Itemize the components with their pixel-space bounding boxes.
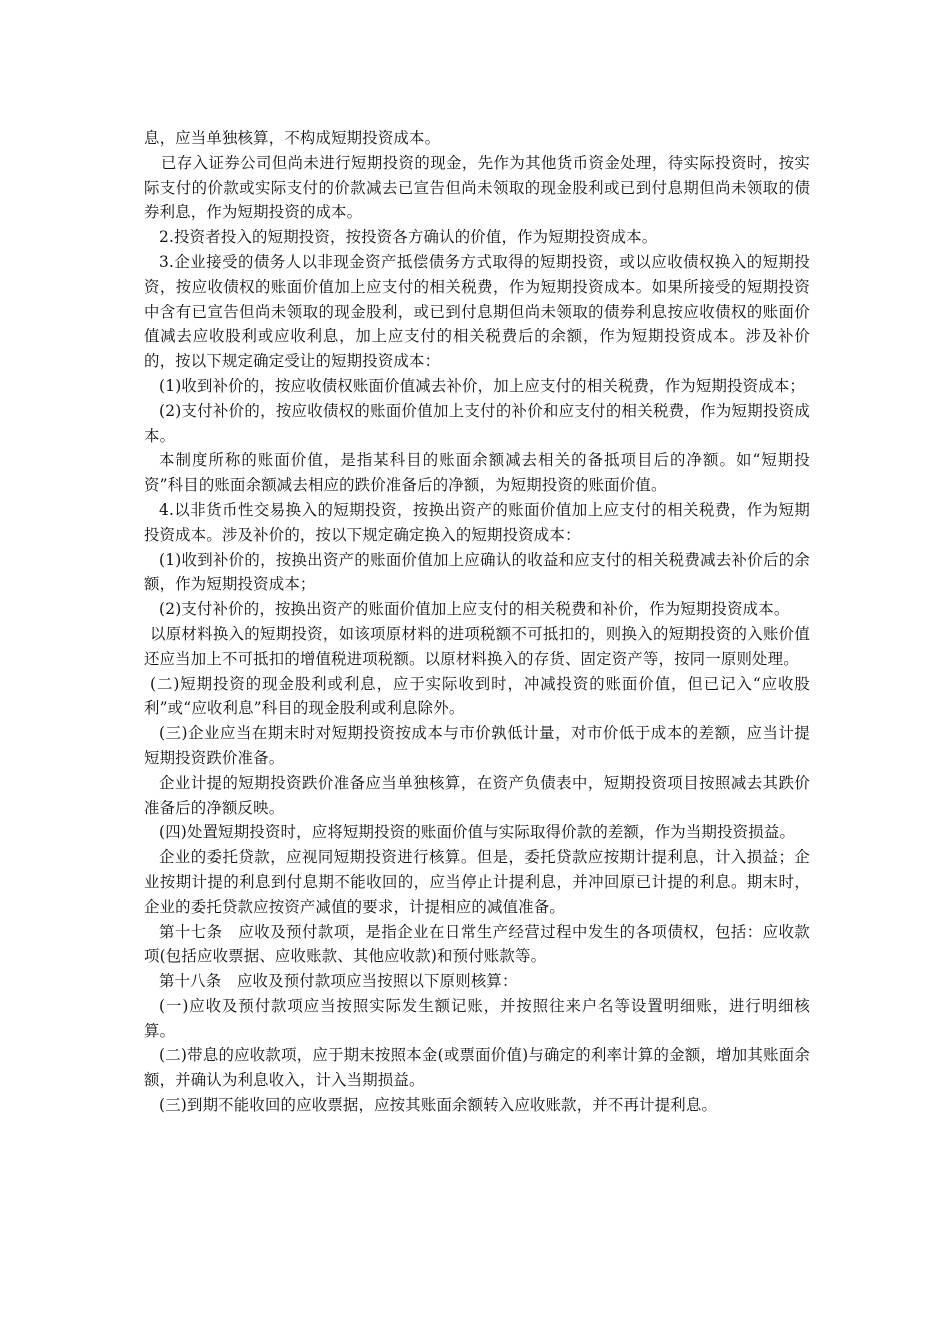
paragraph: 2.投资者投入的短期投资，按投资各方确认的价值，作为短期投资成本。: [159, 228, 658, 247]
paragraph: (1)收到补价的，按应收债权账面价值减去补价，加上应支付的相关税费，作为短期投资成本；: [159, 376, 806, 395]
paragraph: 第十八条 应收及预付款项应当按照以下原则核算：: [159, 972, 518, 991]
paragraph: 已存入证券公司但尚未进行短期投资的现金，先作为其他货币资金处理，待实际投资时，按实际支付的价款或实际支付的价款减去已宣告但尚未领取的现金股利或已到付息期但尚未领取的债券利息，作为短期投资的成本。: [144, 153, 810, 222]
paragraph: (1)收到补价的，按换出资产的账面价值加上应确认的收益和应支付的相关税费减去补价后的余额，作为短期投资成本；: [144, 550, 810, 594]
paragraph: (2)支付补价的，按换出资产的账面价值加上应支付的相关税费和补价，作为短期投资成本。: [159, 600, 790, 619]
paragraph: (四)处置短期投资时，应将短期投资的账面价值与实际取得价款的差额，作为当期投资损益。: [159, 823, 796, 842]
paragraph: 企业计提的短期投资跌价准备应当单独核算，在资产负债表中，短期投资项目按照减去其跌价准备后的净额反映。: [144, 773, 810, 817]
paragraph: (三)企业应当在期末时对短期投资按成本与市价孰低计量，对市价低于成本的差额，应当计提短期投资跌价准备。: [144, 724, 810, 767]
paragraph: 息，应当单独核算，不构成短期投资成本。: [144, 129, 441, 147]
paragraph: (2)支付补价的，按应收债权的账面价值加上支付的补价和应支付的相关税费，作为短期投资成本。: [144, 401, 810, 445]
paragraph: 3.企业接受的债务人以非现金资产抵偿债务方式取得的短期投资，或以应收债权换入的短期投资，按应收债权的账面价值加上应支付的相关税费，作为短期投资成本。如果所接受的短期投资中含有已宣告但尚未领取的现金股利，或已到付息期但尚未领取的债券利息按应收债权的账面价值减去应收股利或应收利息，加上应支付的相关税费后的余额，作为短期投资成本。涉及补价的，按以下规定确定受让的短期投资成本：: [144, 252, 810, 371]
paragraph: 本制度所称的账面价值，是指某科目的账面余额减去相关的备抵项目后的净额。如“短期投资”科目的账面余额减去相应的跌价准备后的净额，为短期投资的账面价值。: [144, 451, 810, 495]
paragraph: 第十七条 应收及预付款项，是指企业在日常生产经营过程中发生的各项债权，包括：应收款项(包括应收票据、应收账款、其他应收款)和预付账款等。: [144, 922, 810, 966]
document-page: [144, 126, 810, 1118]
paragraph: (一)应收及预付款项应当按照实际发生额记账，并按照往来户名等设置明细账，进行明细核算。: [144, 996, 810, 1040]
paragraph: (三)到期不能收回的应收票据，应按其账面余额转入应收账款，并不再计提利息。: [159, 1096, 718, 1115]
paragraph: (二)短期投资的现金股利或利息，应于实际收到时，冲减投资的账面价值，但已记入“应收股利”或“应收利息”科目的现金股利或利息除外。: [144, 674, 810, 718]
paragraph: (二)带息的应收款项，应于期末按照本金(或票面价值)与确定的利率计算的金额，增加其账面余额，并确认为利息收入，计入当期损益。: [144, 1046, 810, 1090]
paragraph: 4.以非货币性交易换入的短期投资，按换出资产的账面价值加上应支付的相关税费，作为短期投资成本。涉及补价的，按以下规定确定换入的短期投资成本：: [144, 500, 810, 544]
paragraph: 企业的委托贷款，应视同短期投资进行核算。但是，委托贷款应按期计提利息，计入损益；企业按期计提的利息到付息期不能收回的，应当停止计提利息，并冲回原已计提的利息。期末时，企业的委托贷款应按资产减值的要求，计提相应的减值准备。: [144, 848, 810, 916]
paragraph: 以原材料换入的短期投资，如该项原材料的进项税额不可抵扣的，则换入的短期投资的入账价值还应当加上不可抵扣的增值税进项税额。以原材料换入的存货、固定资产等，按同一原则处理。: [144, 624, 810, 668]
